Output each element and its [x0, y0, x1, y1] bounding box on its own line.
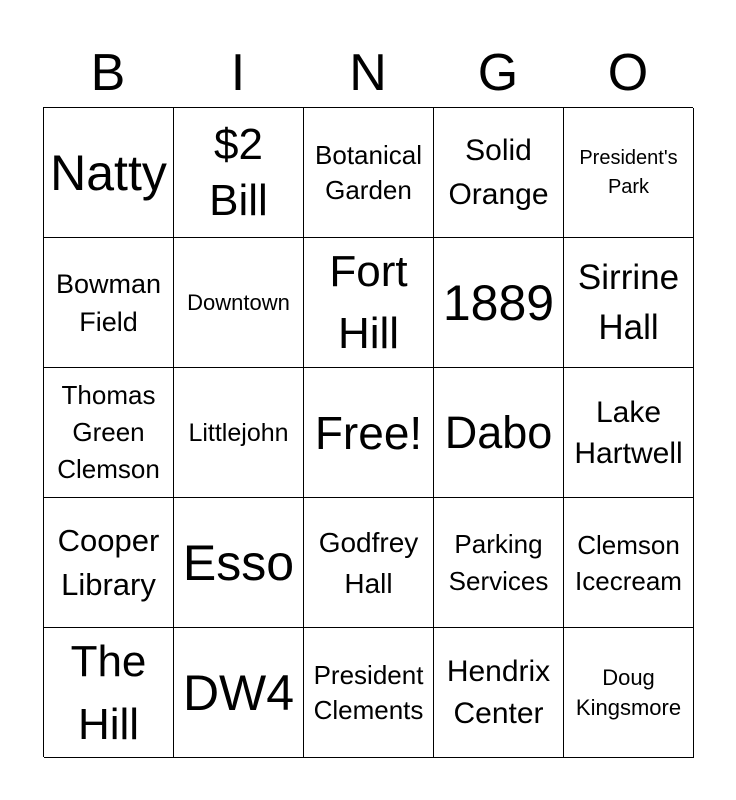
bingo-cell[interactable] — [564, 368, 694, 498]
cell-text: Solid Orange — [448, 133, 549, 211]
bingo-cell[interactable] — [434, 498, 564, 628]
bingo-cell[interactable] — [174, 238, 304, 368]
bingo-cell[interactable] — [174, 108, 304, 238]
cell-text: Natty — [50, 144, 167, 201]
cell-text: Esso — [182, 534, 295, 591]
bingo-cell[interactable] — [434, 628, 564, 758]
bingo-board — [43, 107, 693, 757]
bingo-cell[interactable] — [434, 238, 564, 368]
cell-text: The Hill — [70, 636, 147, 749]
cell-text: Parking Services — [448, 528, 549, 596]
cell-text: Littlejohn — [188, 418, 289, 447]
header-letter-i: I — [230, 44, 246, 102]
bingo-cell[interactable] — [434, 368, 564, 498]
bingo-cell[interactable] — [304, 108, 434, 238]
bingo-cell[interactable] — [564, 628, 694, 758]
header-letter-b: B — [90, 44, 126, 102]
cell-text: Dabo — [444, 406, 553, 458]
bingo-cell[interactable] — [434, 108, 564, 238]
bingo-header — [43, 42, 693, 104]
cell-text: DW4 — [182, 664, 295, 721]
header-letter-g: G — [477, 44, 519, 102]
bingo-cell[interactable] — [304, 238, 434, 368]
bingo-cell[interactable] — [44, 368, 174, 498]
bingo-cell[interactable] — [304, 498, 434, 628]
cell-text: Free! — [314, 406, 423, 459]
header-letter-n: N — [349, 44, 387, 102]
cell-text: Hendrix Center — [446, 654, 551, 730]
cell-text: Fort Hill — [329, 246, 408, 358]
bingo-cell[interactable] — [44, 108, 174, 238]
cell-text: Bowman Field — [55, 268, 162, 337]
cell-text: Cooper Library — [57, 522, 160, 602]
cell-text: 1889 — [442, 274, 555, 331]
cell-text: $2 Bill — [209, 119, 268, 225]
cell-text: Sirrine Hall — [577, 257, 680, 347]
bingo-cell[interactable] — [174, 368, 304, 498]
bingo-cell[interactable] — [304, 368, 434, 498]
bingo-cell[interactable] — [44, 628, 174, 758]
cell-text: Thomas Green Clemson — [57, 380, 160, 484]
cell-text: Doug Kingsmore — [575, 664, 682, 720]
bingo-cell[interactable] — [564, 108, 694, 238]
cell-text: Clemson Icecream — [575, 529, 682, 596]
bingo-cell[interactable] — [564, 238, 694, 368]
bingo-cell[interactable] — [304, 628, 434, 758]
cell-text: President's Park — [579, 146, 678, 198]
cell-text: President Clements — [313, 659, 424, 725]
cell-text: Downtown — [187, 289, 290, 315]
bingo-cell[interactable] — [44, 238, 174, 368]
cell-text: Godfrey Hall — [318, 526, 419, 599]
bingo-cell[interactable] — [174, 628, 304, 758]
bingo-cell[interactable] — [564, 498, 694, 628]
bingo-cell[interactable] — [44, 498, 174, 628]
bingo-cell[interactable] — [174, 498, 304, 628]
header-letter-o: O — [607, 44, 649, 102]
cell-text: Botanical Garden — [315, 139, 422, 205]
cell-text: Lake Hartwell — [574, 395, 683, 470]
